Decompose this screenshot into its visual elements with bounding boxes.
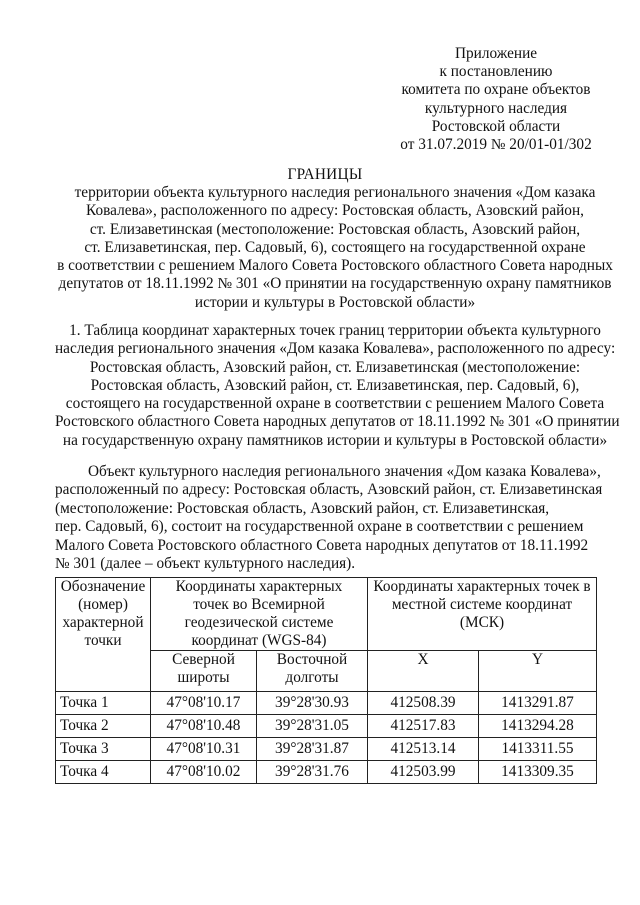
paragraph-line bbox=[55, 500, 615, 518]
section-line: состоящего на государственной охране в соответствии с решением Малого Совета bbox=[65, 395, 605, 413]
point-label: Точка 4 bbox=[56, 761, 151, 784]
point-x: 412503.99 bbox=[368, 761, 479, 784]
header-line: точки bbox=[84, 632, 122, 649]
header-line: Обозначение bbox=[60, 578, 146, 595]
subheader-y: Y bbox=[479, 651, 597, 692]
paragraph-line bbox=[55, 481, 615, 499]
coordinates-table bbox=[55, 577, 597, 784]
header-line: (номер) bbox=[78, 596, 128, 613]
paragraph-text: расположенный по адресу: Ростовская область, Азовский район, ст. Елизаветинская bbox=[55, 481, 603, 499]
paragraph-line bbox=[55, 537, 615, 555]
subheader-east-longitude bbox=[257, 651, 368, 692]
paragraph-text: Малого Совета Ростовского областного Совета народных депутатов от 18.11.1992 bbox=[55, 536, 589, 554]
table-row bbox=[56, 738, 597, 761]
point-latitude: 47°08'10.17 bbox=[151, 692, 257, 715]
appendix-line: комитета по охране объектов bbox=[401, 81, 591, 99]
header-line: широты bbox=[177, 669, 230, 686]
header-wgs84 bbox=[151, 578, 368, 651]
table-header-row bbox=[56, 578, 597, 651]
point-longitude: 39°28'31.76 bbox=[257, 761, 368, 784]
point-x: 412517.83 bbox=[368, 715, 479, 738]
object-description-paragraph bbox=[55, 463, 615, 573]
paragraph-text: Объект культурного наследия регионального значения «Дом казака Ковалева», bbox=[88, 463, 601, 480]
subtitle-line: Ковалева», расположенного по адресу: Ростовская область, Азовский район, bbox=[86, 202, 584, 220]
subheader-x: X bbox=[368, 651, 479, 692]
paragraph-text: № 301 (далее – объект культурного наследия). bbox=[55, 555, 356, 573]
header-line: Координаты характерных точек в bbox=[373, 578, 591, 595]
section-line: Ростовского областного Совета народных депутатов от 18.11.1992 № 301 «О принятии bbox=[55, 413, 620, 431]
subtitle-line: депутатов от 18.11.1992 № 301 «О принятии на государственную охрану памятников bbox=[58, 275, 612, 293]
paragraph-text: (местоположение: Ростовская область, Азовский район, ст. Елизаветинская, bbox=[55, 499, 550, 517]
header-line: Восточной bbox=[276, 651, 348, 668]
appendix-line: Ростовской области bbox=[431, 117, 561, 135]
point-x: 412508.39 bbox=[368, 692, 479, 715]
section-line: Ростовская область, Азовский район, ст. Елизаветинская (местоположение: bbox=[89, 358, 581, 376]
section-line: наследия регионального значения «Дом казака Ковалева», расположенного по адресу: bbox=[55, 340, 616, 358]
point-y: 1413291.87 bbox=[479, 692, 597, 715]
appendix-line: к постановлению bbox=[439, 63, 553, 81]
header-line: координат (WGS-84) bbox=[191, 632, 327, 649]
subtitle-line: истории и культуры в Ростовской области» bbox=[194, 293, 476, 311]
header-line: характерной bbox=[62, 614, 144, 631]
header-line: Северной bbox=[172, 651, 235, 668]
subtitle-line: ст. Елизаветинская, пер. Садовый, 6), состоящего на государственной охране bbox=[84, 238, 586, 256]
appendix-block bbox=[396, 45, 596, 154]
header-designation bbox=[56, 578, 151, 692]
point-label: Точка 2 bbox=[56, 715, 151, 738]
header-line: долготы bbox=[285, 669, 339, 686]
paragraph-line bbox=[55, 518, 615, 536]
document-title: ГРАНИЦЫ bbox=[287, 166, 363, 183]
document-subtitle bbox=[55, 184, 615, 312]
section-line: Ростовская область, Азовский район, ст. Елизаветинская, пер. Садовый, 6), bbox=[90, 376, 580, 394]
appendix-line: культурного наследия bbox=[424, 99, 568, 117]
point-latitude: 47°08'10.31 bbox=[151, 738, 257, 761]
header-line: Координаты характерных bbox=[175, 578, 343, 595]
point-latitude: 47°08'10.48 bbox=[151, 715, 257, 738]
point-longitude: 39°28'30.93 bbox=[257, 692, 368, 715]
point-label: Точка 1 bbox=[56, 692, 151, 715]
section-line: на государственную охрану памятников истории и культуры в Ростовской области» bbox=[62, 431, 608, 449]
header-line: геодезической системе bbox=[184, 614, 334, 631]
header-line: местной системе координат bbox=[391, 596, 573, 613]
point-y: 1413311.55 bbox=[479, 738, 597, 761]
header-line: (МСК) bbox=[459, 614, 505, 631]
subtitle-line: в соответствии с решением Малого Совета Ростовского областного Совета народных bbox=[57, 257, 613, 275]
table-row bbox=[56, 761, 597, 784]
point-longitude: 39°28'31.05 bbox=[257, 715, 368, 738]
header-line: точек во Всемирной bbox=[193, 596, 325, 613]
paragraph-line bbox=[55, 463, 615, 481]
subtitle-line: территории объекта культурного наследия регионального значения «Дом казака bbox=[74, 184, 596, 201]
paragraph-line bbox=[55, 555, 615, 573]
point-y: 1413294.28 bbox=[479, 715, 597, 738]
point-y: 1413309.35 bbox=[479, 761, 597, 784]
paragraph-text: пер. Садовый, 6), состоит на государственной охране в соответствии с решением bbox=[55, 518, 584, 536]
section-heading bbox=[55, 322, 620, 450]
section-line: 1. Таблица координат характерных точек границ территории объекта культурного bbox=[69, 322, 601, 339]
point-label: Точка 3 bbox=[56, 738, 151, 761]
point-latitude: 47°08'10.02 bbox=[151, 761, 257, 784]
appendix-line: от 31.07.2019 № 20/01-01/302 bbox=[400, 136, 592, 154]
subtitle-line: ст. Елизаветинская (местоположение: Ростовская область, Азовский район, bbox=[89, 220, 581, 238]
header-msk bbox=[368, 578, 597, 651]
subheader-north-latitude bbox=[151, 651, 257, 692]
point-longitude: 39°28'31.87 bbox=[257, 738, 368, 761]
appendix-line: Приложение bbox=[454, 45, 538, 62]
table-row bbox=[56, 715, 597, 738]
point-x: 412513.14 bbox=[368, 738, 479, 761]
table-row bbox=[56, 692, 597, 715]
